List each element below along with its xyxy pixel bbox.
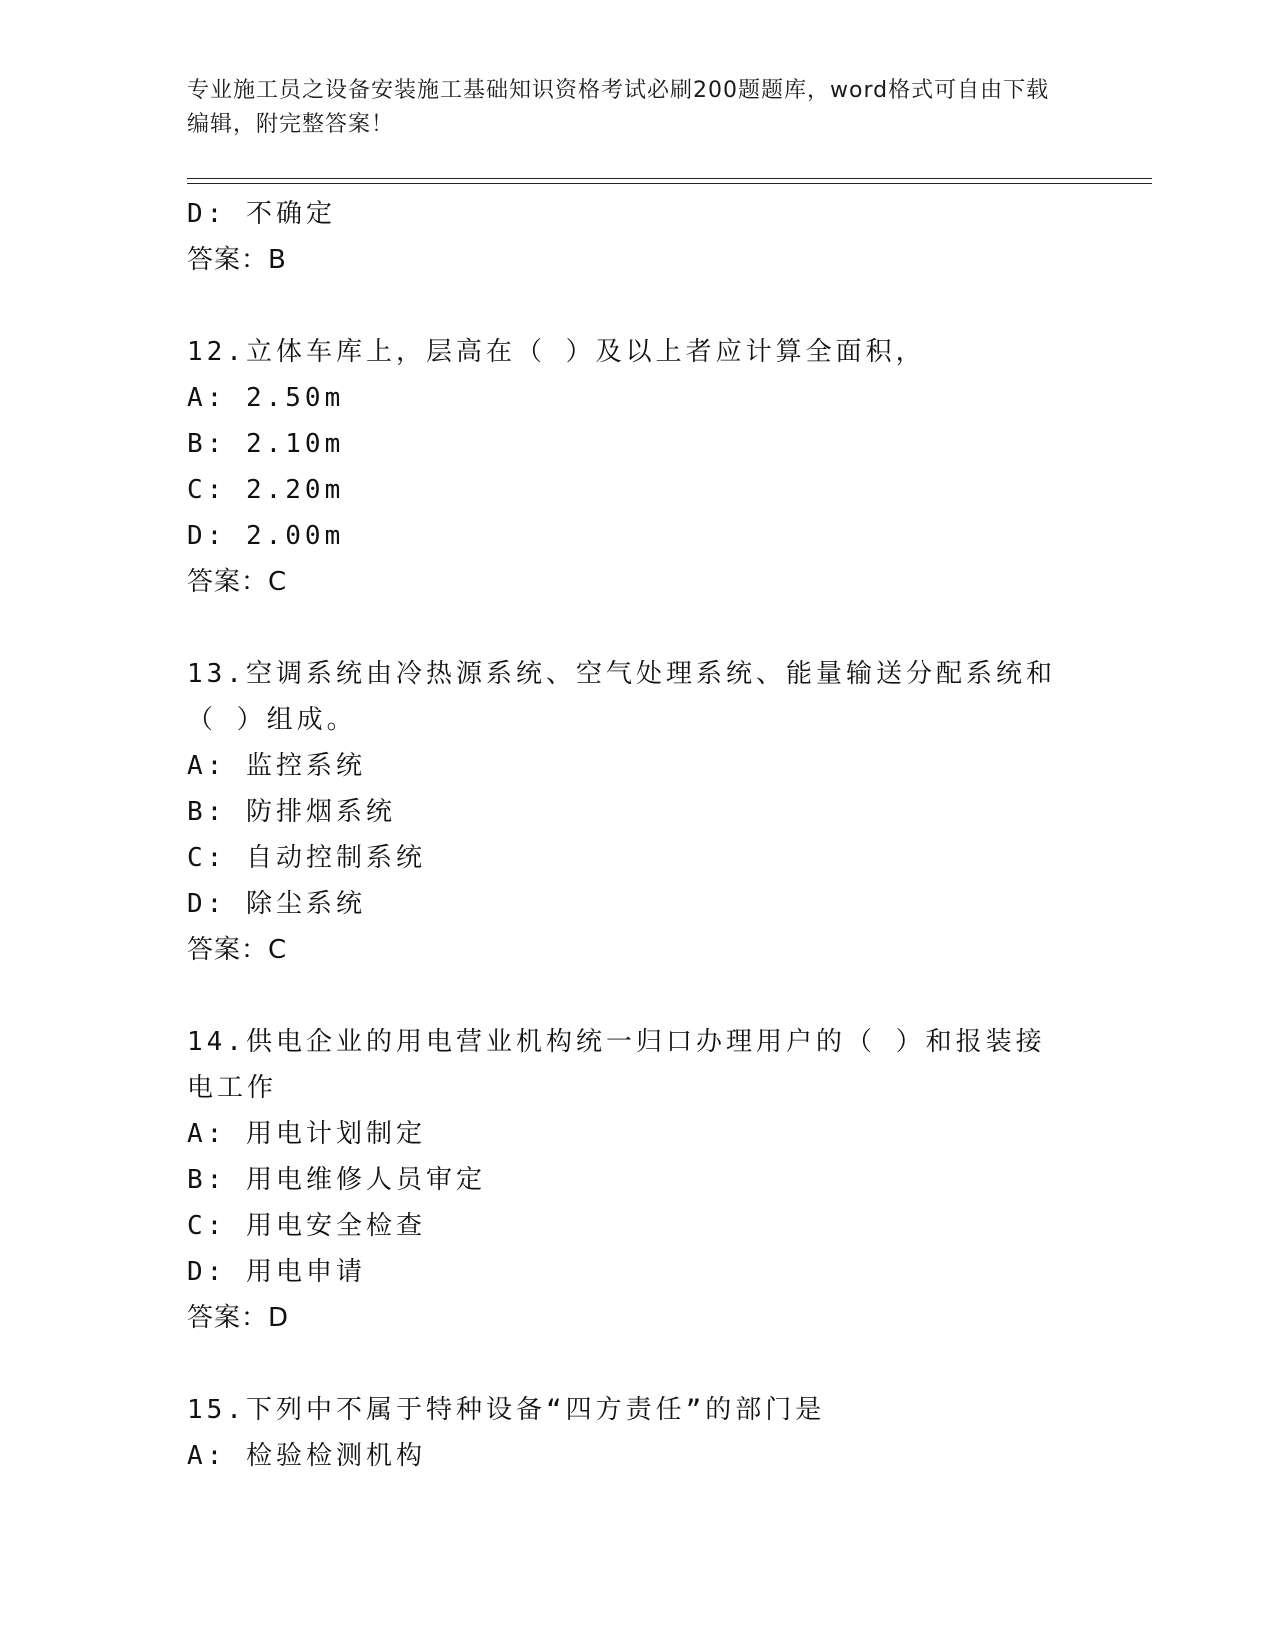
answer: 答案：C	[187, 935, 288, 965]
option-c: C: 用电安全检查	[187, 1211, 426, 1241]
question-stem: 12.立体车库上，层高在（ ）及以上者应计算全面积，	[187, 337, 926, 367]
option-a: A: 检验检测机构	[187, 1441, 426, 1471]
question-stem: 13.空调系统由冷热源系统、空气处理系统、能量输送分配系统和（ ）组成。	[187, 659, 1056, 735]
option-d: D: 除尘系统	[187, 889, 366, 919]
option-a: A: 用电计划制定	[187, 1119, 426, 1149]
document-header: 专业施工员之设备安装施工基础知识资格考试必刷200题题库，word格式可自由下载编辑，附完整答案！	[187, 78, 1050, 137]
answer: 答案：C	[187, 567, 288, 597]
option-d: D: 用电申请	[187, 1257, 366, 1287]
question-list	[187, 191, 1087, 1479]
option-d: D: 不确定	[187, 199, 336, 229]
spacer	[187, 283, 1087, 329]
question-stem: 14.供电企业的用电营业机构统一归口办理用户的（ ）和报装接电工作	[187, 1027, 1046, 1103]
answer: 答案：B	[187, 245, 287, 275]
spacer	[187, 605, 1087, 651]
option-c: C: 2.20m	[187, 475, 345, 505]
header-divider-top	[187, 178, 1152, 179]
question-15	[187, 1387, 1087, 1479]
question-13	[187, 651, 1087, 973]
header-divider-bottom	[187, 183, 1152, 184]
option-a: A: 2.50m	[187, 383, 345, 413]
spacer	[187, 1341, 1087, 1387]
option-a: A: 监控系统	[187, 751, 366, 781]
spacer	[187, 973, 1087, 1019]
question-stem: 15.下列中不属于特种设备“四方责任”的部门是	[187, 1395, 826, 1425]
option-c: C: 自动控制系统	[187, 843, 426, 873]
option-b: B: 防排烟系统	[187, 797, 396, 827]
option-b: B: 用电维修人员审定	[187, 1165, 486, 1195]
option-d: D: 2.00m	[187, 521, 345, 551]
option-b: B: 2.10m	[187, 429, 345, 459]
question-14	[187, 1019, 1087, 1341]
answer: 答案：D	[187, 1303, 290, 1333]
question-12	[187, 329, 1087, 605]
